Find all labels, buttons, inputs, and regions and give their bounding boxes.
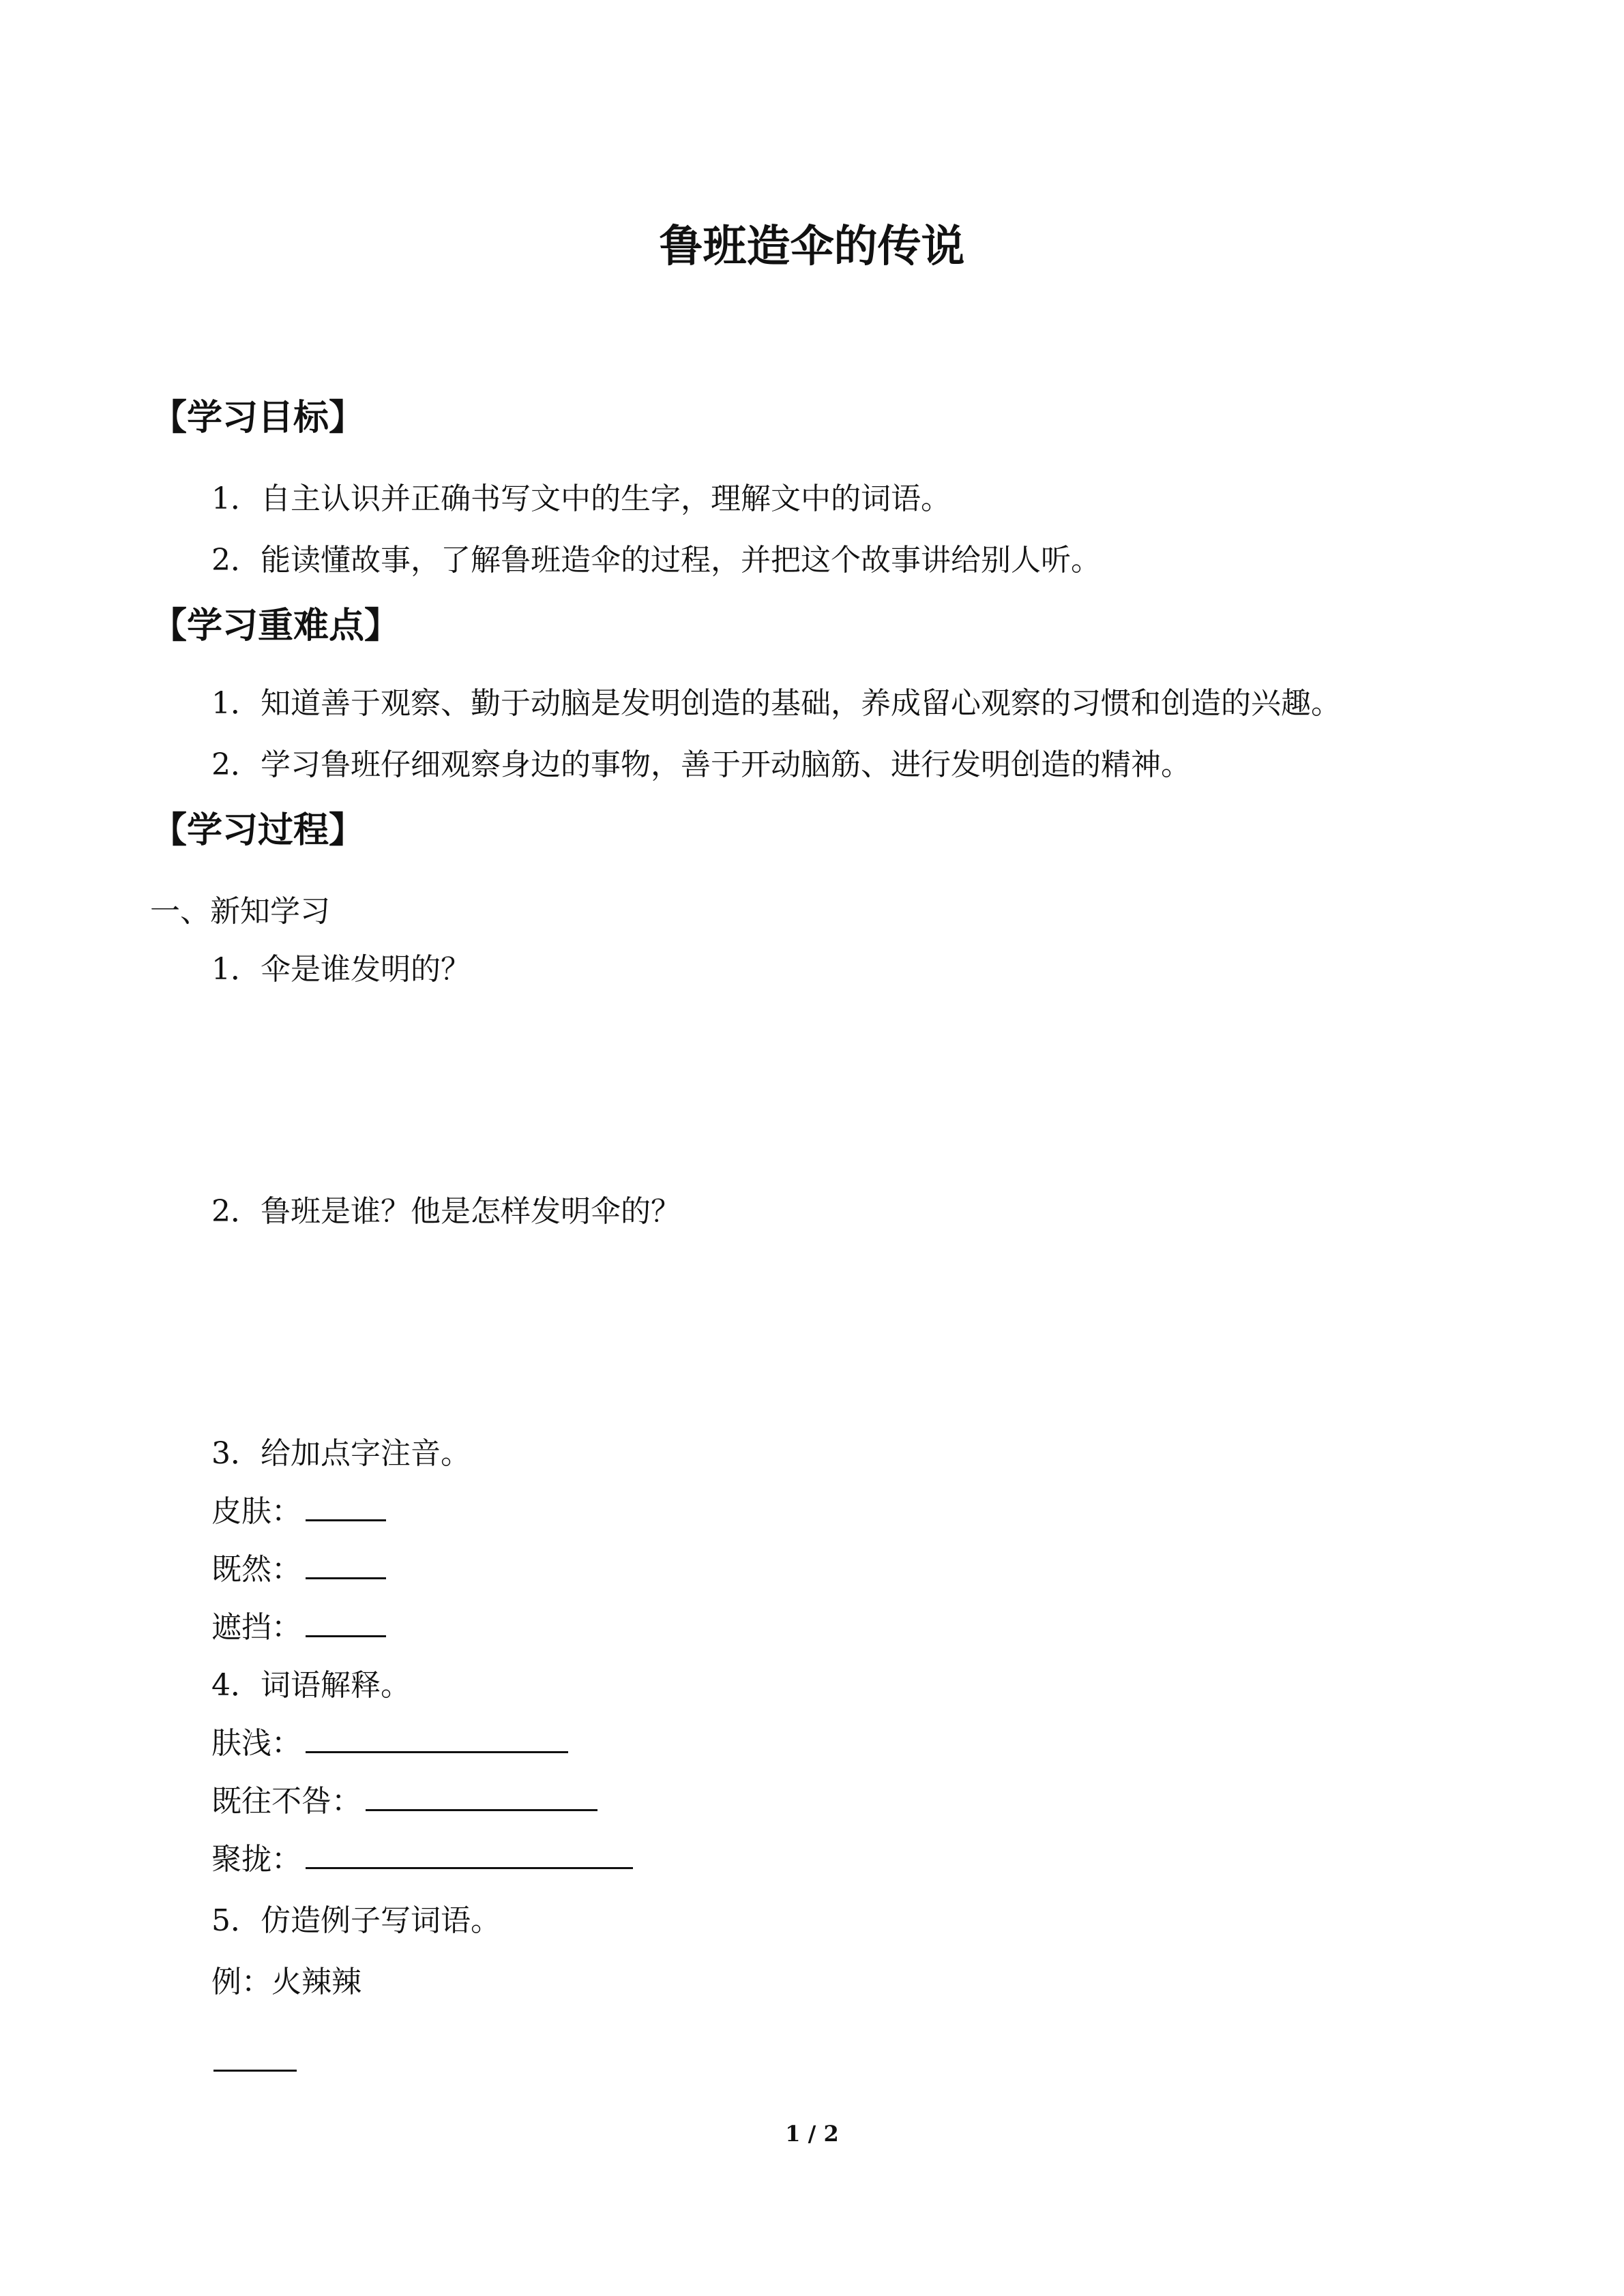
pinyin-label: 遮挡：	[211, 1610, 301, 1645]
definition-item-3	[211, 1834, 633, 1878]
page-number: 1 / 2	[785, 2121, 839, 2147]
objective-item-1: 1．自主认识并正确书写文中的生字，理解文中的词语。	[211, 481, 951, 516]
answer-blank[interactable]	[306, 1550, 386, 1579]
heading-process: 【学习过程】	[151, 810, 365, 851]
definition-label: 聚拢：	[211, 1842, 301, 1877]
pinyin-label: 既然：	[211, 1552, 301, 1587]
definition-label: 既往不咎：	[211, 1784, 361, 1819]
answer-blank[interactable]	[306, 1492, 386, 1521]
answer-blank[interactable]	[366, 1782, 597, 1811]
keypoint-item-1: 1．知道善于观察、勤于动脑是发明创造的基础，养成留心观察的习惯和创造的兴趣。	[211, 686, 1341, 721]
example-text: 例：火辣辣	[211, 1965, 361, 1999]
question-4: 4．词语解释。	[211, 1668, 411, 1703]
question-2: 2．鲁班是谁？他是怎样发明伞的？	[211, 1194, 681, 1229]
objective-item-2: 2．能读懂故事，了解鲁班造伞的过程，并把这个故事讲给别人听。	[211, 543, 1101, 578]
question-3: 3．给加点字注音。	[211, 1436, 471, 1471]
definition-item-2	[211, 1776, 597, 1820]
pinyin-label: 皮肤：	[211, 1494, 301, 1529]
pinyin-item-1	[211, 1487, 386, 1530]
question-5: 5．仿造例子写词语。	[211, 1903, 501, 1938]
answer-blank[interactable]	[306, 1608, 386, 1637]
question-1: 1．伞是谁发明的？	[211, 952, 471, 987]
page-title: 鲁班造伞的传说	[659, 222, 965, 272]
pinyin-item-2	[211, 1545, 386, 1588]
pinyin-item-3	[211, 1602, 386, 1646]
definition-item-1	[211, 1718, 568, 1762]
keypoint-item-2: 2．学习鲁班仔细观察身边的事物，善于开动脑筋、进行发明创造的精神。	[211, 747, 1191, 782]
answer-blank[interactable]	[213, 2070, 297, 2072]
part-new-knowledge: 一、新知学习	[150, 894, 330, 929]
heading-keypoints: 【学习重难点】	[151, 606, 400, 646]
answer-blank[interactable]	[306, 1840, 633, 1869]
answer-blank[interactable]	[306, 1724, 568, 1753]
heading-objectives: 【学习目标】	[151, 398, 365, 438]
definition-label: 肤浅：	[211, 1726, 301, 1761]
